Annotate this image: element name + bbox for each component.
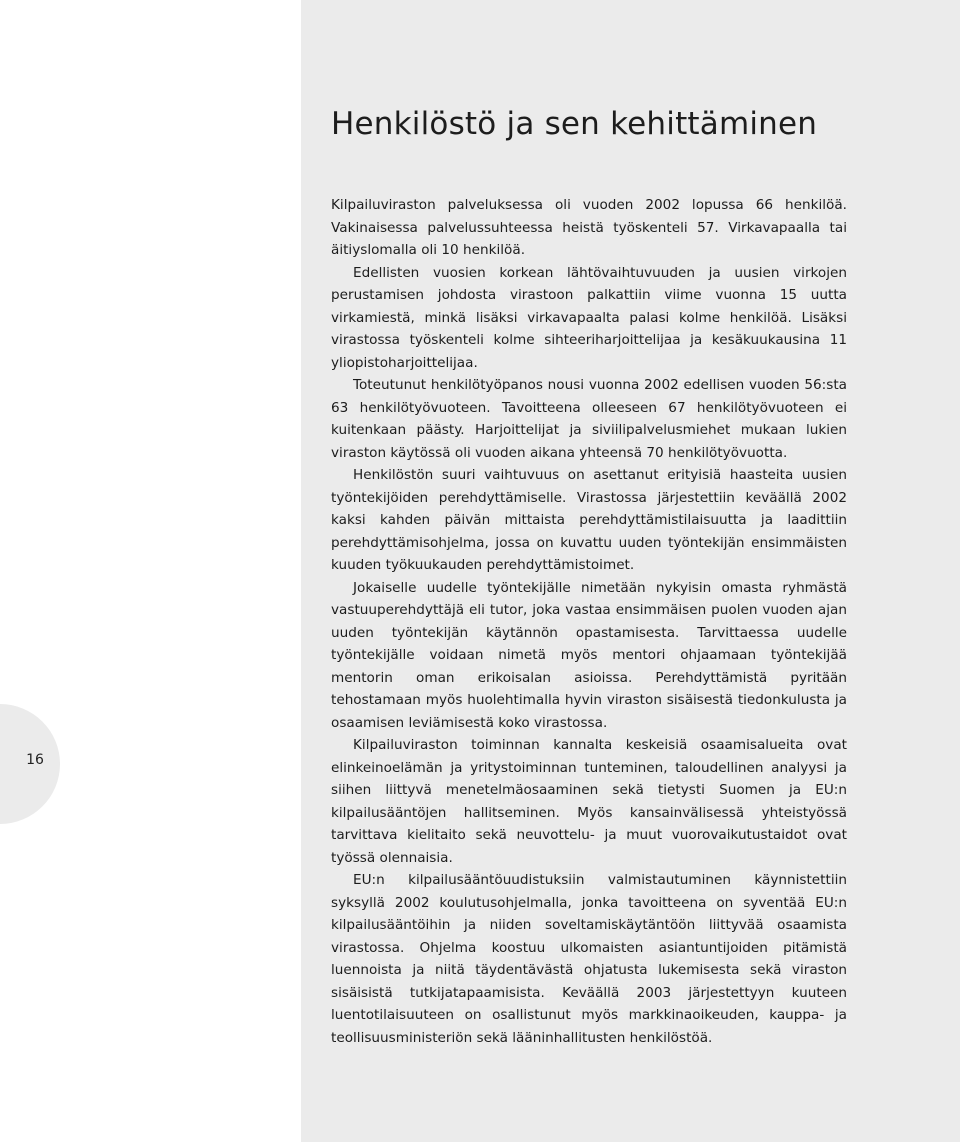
paragraph-4: Henkilöstön suuri vaihtuvuus on asettanut erityisiä haasteita uusien työntekijöiden perehdyttämiselle. Virastossa järjestettiin keväällä 2002 kaksi kahden päivän mittaista perehdyttämistilaisuutta ja laadittiin perehdyttämisohjelma, jossa on kuvattu uuden työntekijän ensimmäisten kuuden työkuukauden perehdyttämistoimet. bbox=[331, 467, 847, 573]
paragraph-7: EU:n kilpailusääntöuudistuksiin valmistautuminen käynnistettiin syksyllä 2002 koulutusohjelmalla, jonka tavoitteena on syventää EU:n kilpailusääntöihin ja niiden soveltamiskäytäntöön liittyvää osaamista virastossa. Ohjelma koostuu ulkomaisten asiantuntijoiden pitämistä luennoista ja niitä täydentävästä ohjatusta lukemisesta sekä viraston sisäisistä tutkijatapaamisista. Keväällä 2003 järjestettyyn kuuteen luentotilaisuuteen on osallistunut myös markkinaoikeuden, kauppa- ja teollisuusministeriön sekä lääninhallitusten henkilöstöä. bbox=[331, 872, 847, 1046]
page-number: 16 bbox=[26, 752, 44, 768]
paragraph-1: Kilpailuviraston palveluksessa oli vuoden 2002 lopussa 66 henkilöä. Vakinaisessa palvelussuhteessa heistä työskenteli 57. Virkavapaalla tai äitiyslomalla oli 10 henkilöä. bbox=[331, 197, 847, 258]
article-body bbox=[331, 98, 847, 1049]
paragraph-5: Jokaiselle uudelle työntekijälle nimetään nykyisin omasta ryhmästä vastuuperehdyttäjä eli tutor, joka vastaa ensimmäisen puolen vuoden ajan uuden työntekijän käytännön opastamisesta. Tarvittaessa uudelle työntekijälle voidaan nimetä myös mentori ohjaamaan työntekijää mentorin oman erikoisalan asioissa. Perehdyttämistä pyritään tehostamaan myös huolehtimalla hyvin viraston sisäisestä tiedonkulusta ja osaamisen leviämisestä koko virastossa. bbox=[331, 579, 847, 731]
paragraph-6: Kilpailuviraston toiminnan kannalta keskeisiä osaamisalueita ovat elinkeinoelämän ja yritystoiminnan tunteminen, taloudellinen analyysi ja siihen liittyvä menetelmäosaaminen sekä tietysti Suomen ja EU:n kilpailusääntöjen hallitseminen. Myös kansainvälisessä yhteistyössä tarvittava kielitaito sekä neuvottelu- ja muut vuorovaikutustaidot ovat työssä olennaisia. bbox=[331, 737, 847, 866]
paragraph-2: Edellisten vuosien korkean lähtövaihtuvuuden ja uusien virkojen perustamisen johdosta virastoon palkattiin viime vuonna 15 uutta virkamiestä, minkä lisäksi virkavapaalta palasi kolme henkilöä. Lisäksi virastossa työskenteli kolme sihteeriharjoittelijaa ja kesäkuukausina 11 yliopistoharjoittelijaa. bbox=[331, 264, 847, 371]
paragraph-3: Toteutunut henkilötyöpanos nousi vuonna 2002 edellisen vuoden 56:sta 63 henkilötyövuoteen. Tavoitteena olleeseen 67 henkilötyövuoteen ei kuitenkaan päästy. Harjoittelijat ja siviilipalvelusmiehet mukaan lukien viraston käytössä oli vuoden aikana yhteensä 70 henkilötyövuotta. bbox=[331, 377, 847, 461]
page-title: Henkilöstö ja sen kehittäminen bbox=[331, 106, 818, 142]
